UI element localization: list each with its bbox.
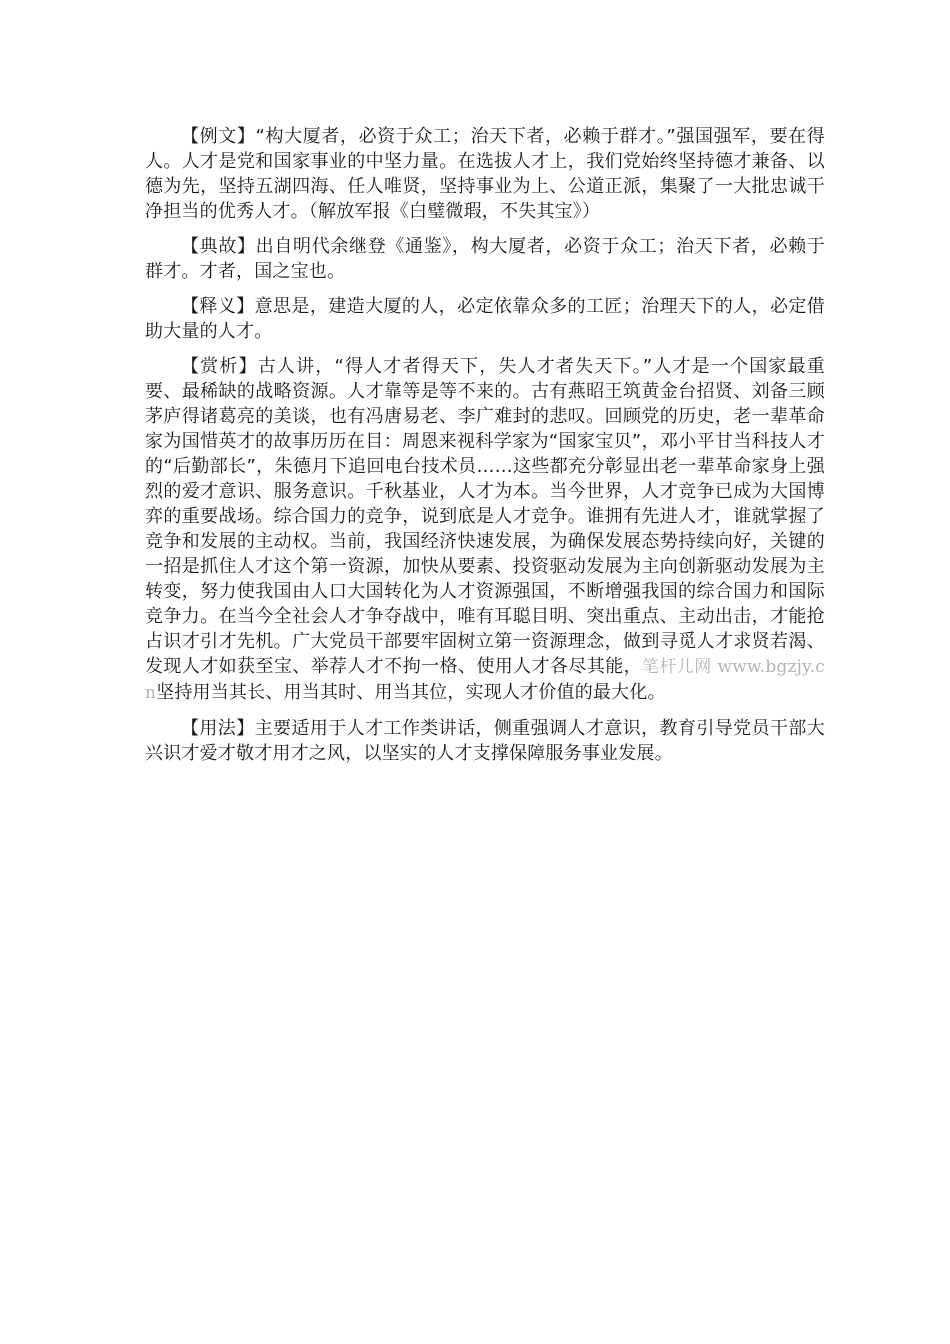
analysis-text-after: 坚持用当其长、用当其时、用当其位，实现人才价值的最大化。 (156, 682, 666, 703)
paragraph-usage: 【用法】主要适用于人才工作类讲话，侧重强调人才意识，教育引导党员干部大兴识才爱才敬才用才之风，以坚实的人才支撑保障服务事业发展。 (145, 718, 825, 764)
paragraph-allusion: 【典故】出自明代余继登《通鉴》，构大厦者，必资于众工；治天下者，必赖于群才。才者，国之宝也。 (145, 236, 825, 282)
paragraph-example: 【例文】“构大厦者，必资于众工；治天下者，必赖于群才。”强国强军，要在得人。人才是党和国家事业的中坚力量。在选拔人才上，我们党始终坚持德才兼备、以德为先，坚持五湖四海、任人唯贤，坚持事业为上、公道正派，集聚了一大批忠诚干净担当的优秀人才。（解放军报《白璧微瑕，不失其宝》） (145, 126, 825, 222)
document-body (145, 124, 825, 776)
analysis-text-before: 【赏析】古人讲，“得人才者得天下，失人才者失天下。”人才是一个国家最重要、最稀缺的战略资源。人才靠等是等不来的。古有燕昭王筑黄金台招贤、刘备三顾茅庐得诸葛亮的美谈，也有冯唐易老、李广难封的悲叹。回顾党的历史，老一辈革命家为国惜英才的故事历历在目：周恩来视科学家为“国家宝贝”，邓小平甘当科技人才的“后勤部长”，朱德月下追回电台技术员……这些都充分彰显出老一辈革命家身上强烈的爱才意识、服务意识。千秋基业，人才为本。当今世界，人才竞争已成为大国博弈的重要战场。综合国力的竞争，说到底是人才竞争。谁拥有先进人才，谁就掌握了竞争和发展的主动权。当前，我国经济快速发展，为确保发展态势持续向好，关键的一招是抓住人才这个第一资源，加快从要素、投资驱动发展为主向创新驱动发展为主转变，努力使我国由人口大国转化为人才资源强国，不断增强我国的综合国力和国际竞争力。在当今全社会人才争夺战中，唯有耳聪目明、突出重点、主动出击，才能抢占识才引才先机。广大党员干部要牢固树立第一资源理念，做到寻觅人才求贤若渴、发现人才如获至宝、举荐人才不拘一格、使用人才各尽其能， (145, 356, 825, 677)
watermark-link[interactable]: 笔杆儿网 www.bgzjy.cn (145, 657, 825, 703)
paragraph-meaning: 【释义】意思是，建造大厦的人，必定依靠众多的工匠；治理天下的人，必定借助大量的人才。 (145, 296, 825, 342)
paragraph-analysis (145, 354, 825, 706)
